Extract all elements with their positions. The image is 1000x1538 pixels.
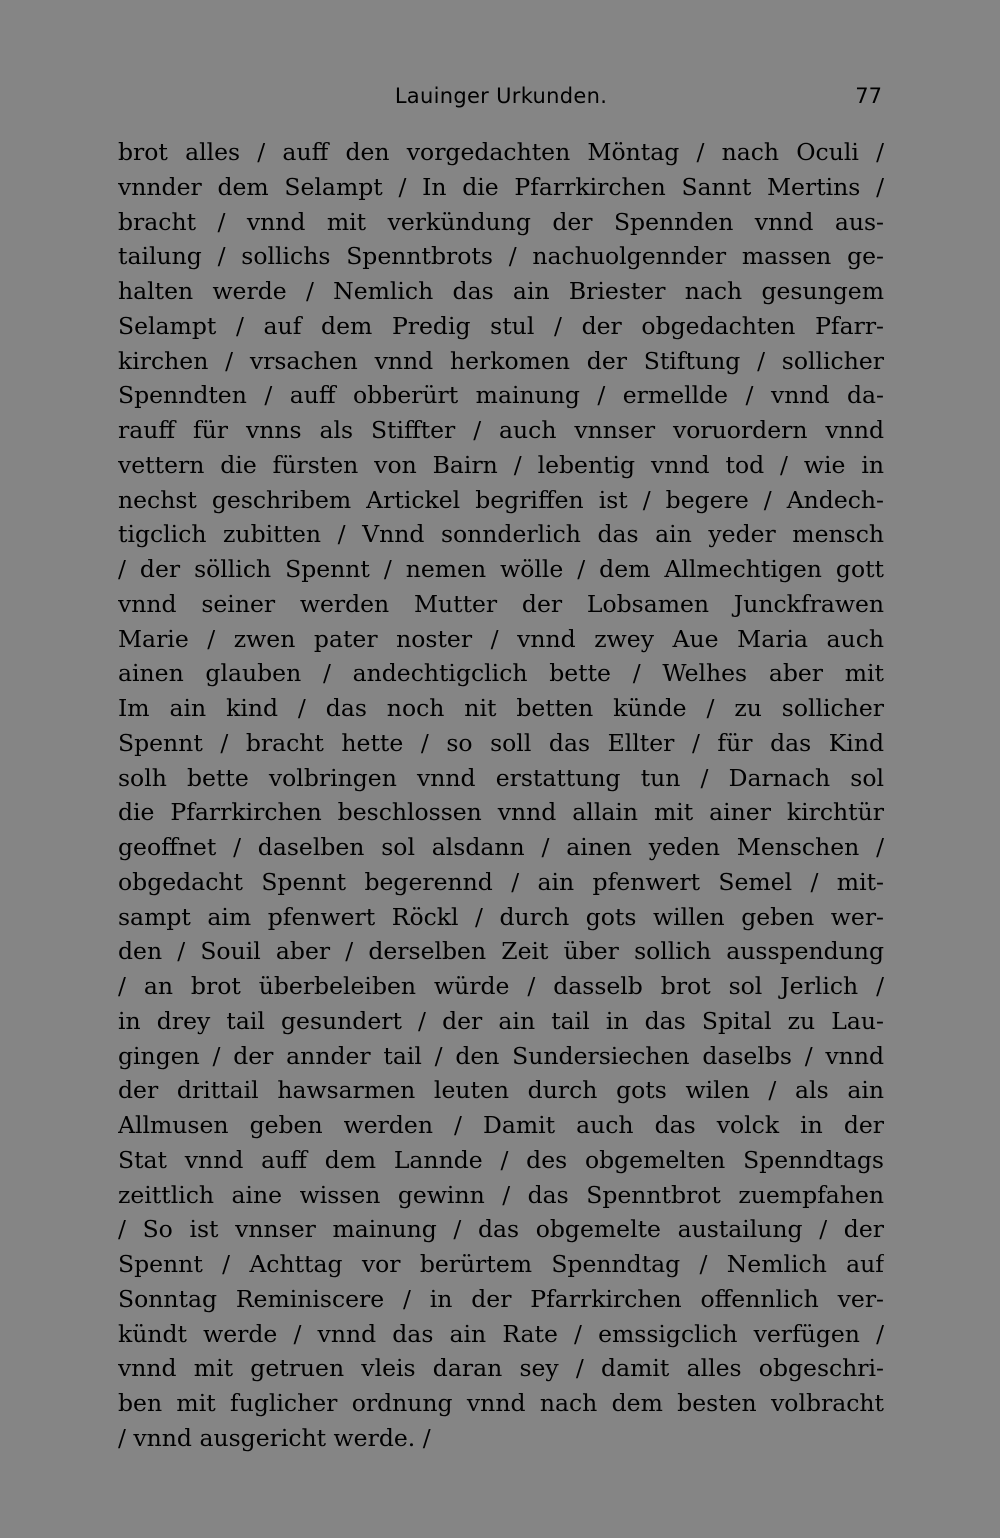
text-line: rauff für vnns als Stiffter / auch vnnser voruordern vnnd — [118, 416, 884, 444]
text-line: den / Souil aber / derselben Zeit über sollich ausspendung — [118, 937, 884, 966]
text-line: Stat vnnd auff dem Lannde / des obgemelten Spenndtags — [118, 1145, 884, 1174]
page-number: 77 — [855, 84, 882, 108]
text-line: Allmusen geben werden / Damit auch das volck in der — [118, 1111, 884, 1139]
text-line: / vnnd ausgericht werde. / — [118, 1423, 431, 1452]
text-line: kirchen / vrsachen vnnd herkomen der Stiftung / sollicher — [118, 346, 884, 375]
text-line: Im ain kind / das noch nit betten künde / zu sollicher — [118, 694, 884, 722]
text-line: zeittlich aine wissen gewinn / das Spenntbrot zuempfahen — [118, 1180, 884, 1209]
text-line: vnnd mit getruen vleis daran sey / damit alles obgeschri- — [118, 1354, 884, 1383]
text-line: der drittail hawsarmen leuten durch gots wilen / als ain — [118, 1076, 884, 1105]
text-line: Spennt / bracht hette / so soll das Ellter / für das Kind — [118, 728, 884, 757]
text-line: / So ist vnnser mainung / das obgemelte austailung / der — [118, 1215, 884, 1244]
text-line: geoffnet / daselben sol alsdann / ainen yeden Menschen / — [118, 833, 884, 861]
text-line: brot alles / auff den vorgedachten Möntag / nach Oculi / — [118, 138, 884, 166]
text-line: Spenndten / auff obberürt mainung / ermellde / vnnd da- — [118, 381, 884, 410]
text-line: in drey tail gesundert / der ain tail in das Spital zu Lau- — [118, 1006, 884, 1035]
text-line: solh bette volbringen vnnd erstattung tun / Darnach sol — [118, 763, 884, 792]
text-line: / an brot überbeleiben würde / dasselb brot sol Jerlich / — [118, 972, 884, 1000]
text-line: Selampt / auf dem Predig stul / der obgedachten Pfarr- — [118, 311, 884, 340]
text-line: die Pfarrkirchen beschlossen vnnd allain mit ainer kirchtür — [118, 798, 884, 827]
running-head — [118, 84, 884, 112]
text-line: Marie / zwen pater noster / vnnd zwey Aue Maria auch — [118, 624, 884, 653]
text-line: kündt werde / vnnd das ain Rate / emssigclich verfügen / — [118, 1319, 884, 1348]
text-line: Sonntag Reminiscere / in der Pfarrkirchen offennlich ver- — [118, 1284, 884, 1313]
text-line: halten werde / Nemlich das ain Briester nach gesungem — [118, 277, 884, 305]
text-line: nechst geschribem Artickel begriffen ist / begere / Andech- — [118, 485, 884, 514]
text-line: Spennt / Achttag vor berürtem Spenndtag / Nemlich auf — [118, 1250, 884, 1278]
text-line: vnnd seiner werden Mutter der Lobsamen Junckfrawen — [118, 589, 884, 618]
text-line: / der söllich Spennt / nemen wölle / dem Allmechtigen gott — [118, 555, 884, 583]
text-line: obgedacht Spennt begerennd / ain pfenwert Semel / mit- — [118, 867, 884, 896]
text-line: tailung / sollichs Spenntbrots / nachuolgennder massen ge- — [118, 242, 884, 271]
text-line: sampt aim pfenwert Röckl / durch gots willen geben wer- — [118, 902, 884, 931]
text-line: ben mit fuglicher ordnung vnnd nach dem besten volbracht — [118, 1389, 884, 1417]
text-line: ainen glauben / andechtigclich bette / Welhes aber mit — [118, 659, 884, 688]
text-line: gingen / der annder tail / den Sundersiechen daselbs / vnnd — [118, 1041, 884, 1070]
running-title: Lauinger Urkunden. — [394, 84, 608, 108]
text-line: vnnder dem Selampt / In die Pfarrkirchen Sannt Mertins / — [118, 172, 884, 201]
text-line: tigclich zubitten / Vnnd sonnderlich das ain yeder mensch — [118, 520, 884, 549]
text-line: vettern die fürsten von Bairn / lebentig vnnd tod / wie in — [118, 450, 884, 479]
text-line: bracht / vnnd mit verkündung der Spennden vnnd aus- — [118, 207, 884, 236]
body-text — [118, 135, 884, 1456]
